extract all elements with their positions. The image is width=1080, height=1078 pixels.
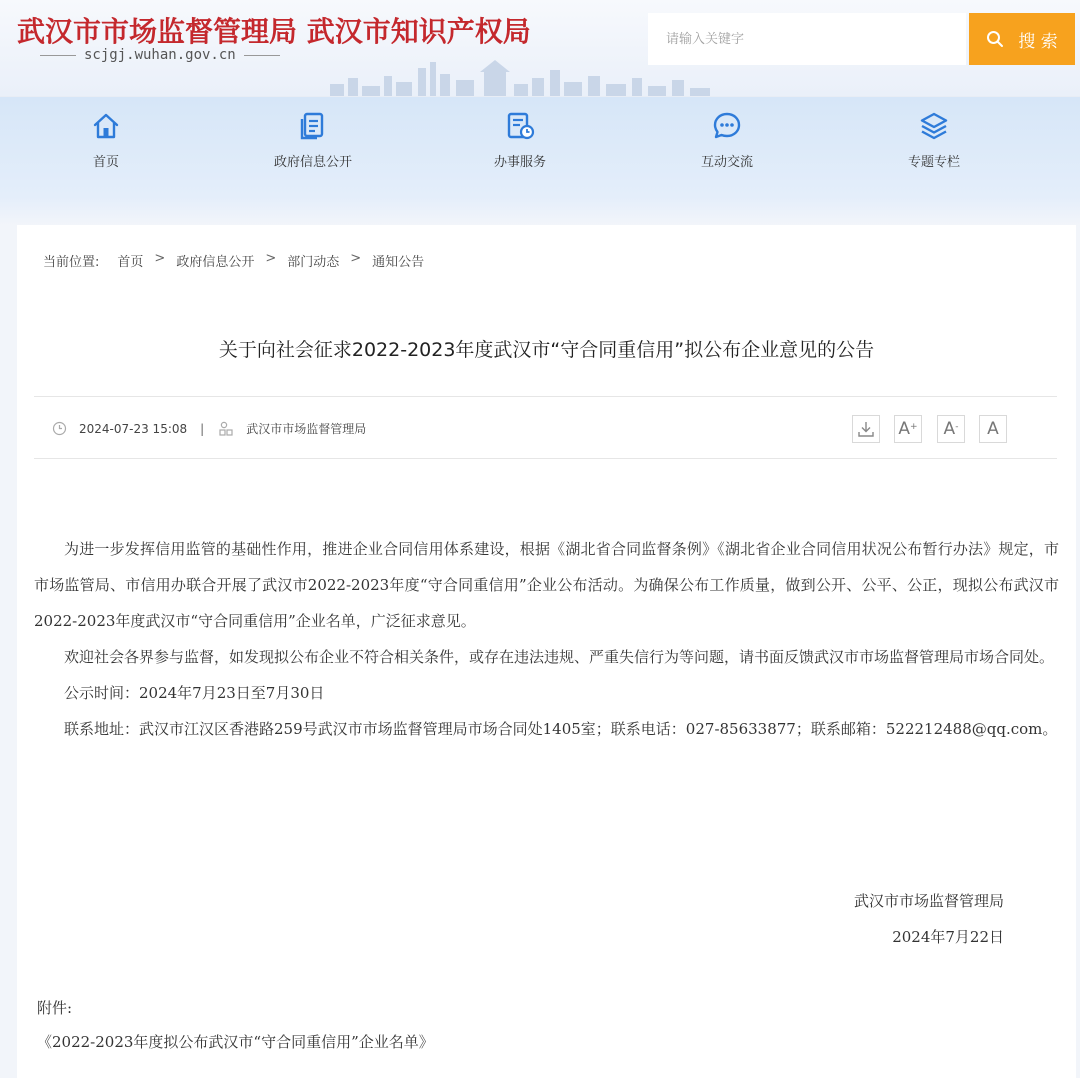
nav-item-interaction[interactable] [657,111,797,181]
nav-label-services: 办事服务 [493,155,546,170]
meta-separator: | [200,421,205,436]
search-button-label: 搜 索 [1018,31,1058,52]
search-input[interactable] [648,13,966,65]
clock-icon [52,421,67,436]
site-title[interactable]: 武汉市市场监督管理局 武汉市知识产权局 [17,15,531,48]
breadcrumb-separator: > [265,251,277,266]
article-meta [52,420,366,437]
font-default-button[interactable] [979,415,1007,443]
breadcrumb [43,251,424,270]
font-increase-mark: + [910,422,918,432]
layers-icon [919,111,949,141]
article-body [34,531,1059,747]
font-decrease-button[interactable] [937,415,965,443]
download-icon [857,420,875,438]
nav-label-topics: 专题专栏 [907,155,960,170]
breadcrumb-notices[interactable]: 通知公告 [372,255,425,270]
search-button[interactable] [969,13,1075,65]
site-domain-text: scjgj.wuhan.gov.cn [84,47,236,63]
article-paragraph: 联系地址：武汉市江汉区香港路259号武汉市市场监督管理局市场合同处1405室；联系电话：027-85633877；联系邮箱：522212488@qq.com。 [64,720,1058,738]
article-source: 武汉市市场监督管理局 [246,422,367,436]
chat-icon [712,111,742,141]
breadcrumb-separator: > [154,251,166,266]
organization-icon [218,421,234,436]
attachment-label: 附件: [37,999,73,1017]
font-increase-glyph: A [898,419,911,439]
nav-band [0,197,1080,225]
nav-item-gov-info[interactable] [243,111,383,181]
article-title: 关于向社会征求2022-2023年度武汉市“守合同重信用”拟公布企业意见的公告 [218,339,875,361]
publish-date: 2024-07-23 15:08 [79,421,188,436]
article-paragraph: 欢迎社会各界参与监督，如发现拟公布企业不符合相关条件，或存在违法违规、严重失信行为等问题，请书面反馈武汉市市场监督管理局市场合同处。 [64,648,1055,666]
font-decrease-mark: - [955,422,959,432]
font-decrease-glyph: A [943,419,956,439]
signature-org: 武汉市市场监督管理局 [853,892,1004,910]
nav-label-gov-info: 政府信息公开 [273,155,352,170]
article-card [17,225,1076,1078]
breadcrumb-department-news[interactable]: 部门动态 [287,255,340,270]
site-domain [40,47,290,63]
domain-dash-right [244,55,280,56]
breadcrumb-gov-info[interactable]: 政府信息公开 [176,255,255,270]
nav-item-services[interactable] [450,111,590,181]
nav-item-topics[interactable] [864,111,1004,181]
nav-label-home: 首页 [92,155,119,170]
attachment-link[interactable]: 《2022-2023年度拟公布武汉市“守合同重信用”企业名单》 [37,1033,434,1051]
article-paragraph: 为进一步发挥信用监管的基础性作用，推进企业合同信用体系建设，根据《湖北省合同监督条例》《湖北省企业合同信用状况公布暂行办法》规定，市市场监管局、市信用办联合开展了武汉市2022-2023年度“守合同重信用”企业公布活动。为确保公布工作质量，做到公开、公平、公正，现拟公布武汉市2022-2023年度武汉市“守合同重信用”企业名单，广泛征求意见。 [34,540,1059,630]
service-icon [505,111,535,141]
nav-item-home[interactable] [36,111,176,181]
download-button[interactable] [852,415,880,443]
nav-label-interaction: 互动交流 [700,155,753,170]
breadcrumb-home[interactable]: 首页 [117,255,144,270]
domain-dash-left [40,55,76,56]
font-default-glyph: A [987,419,999,439]
breadcrumb-lead: 当前位置: [43,255,100,270]
breadcrumb-separator: > [350,251,362,266]
article-paragraph: 公示时间：2024年7月23日至7月30日 [64,684,325,702]
main-nav [0,96,1080,197]
document-icon [298,111,328,141]
home-icon [91,111,121,141]
search-icon [986,30,1004,48]
font-increase-button[interactable] [894,415,922,443]
article-meta-bar [34,396,1057,459]
signature-date: 2024年7月22日 [892,928,1004,946]
site-header [0,0,1080,96]
